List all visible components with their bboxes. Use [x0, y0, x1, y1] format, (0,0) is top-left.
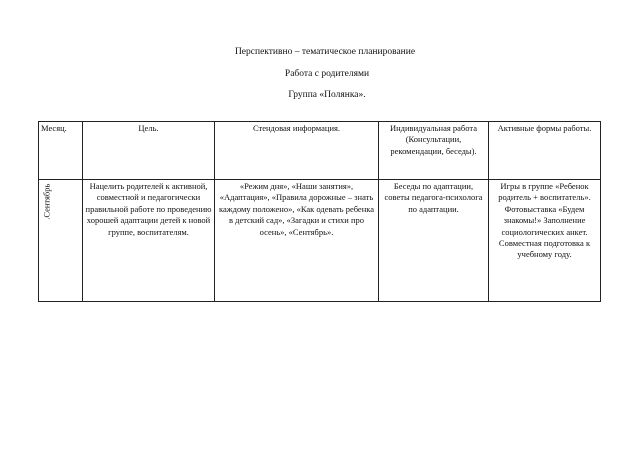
planning-table — [38, 121, 601, 302]
group-name: Группа «Полянка». — [288, 90, 366, 100]
stand-info-cell: «Режим дня», «Наши занятия», «Адаптация», «Правила дорожные – знать каждому положено», «Как одевать ребенка в детский сад», «Загадки и стихи про осень», «Сентябрь». — [215, 180, 379, 302]
month-cell — [39, 180, 83, 302]
table-row — [39, 180, 601, 302]
table-header-row — [39, 122, 601, 180]
month-label: .Сентябрь — [41, 183, 52, 221]
document-title: Перспективно – тематическое планирование — [234, 47, 416, 57]
header-month: Месяц. — [39, 122, 83, 180]
active-forms-cell: Игры в группе «Ребенок родитель + воспитатель». Фотовыставка «Будем знакомы!» Заполнение социологических анкет. Совместная подготовка к учебному году. — [489, 180, 601, 302]
header-goal: Цель. — [83, 122, 215, 180]
header-individual-work: Индивидуальная работа (Консультации, рекомендации, беседы). — [379, 122, 489, 180]
goal-cell: Нацелить родителей к активной, совместной и педагогически правильной работе по проведению хорошей адаптации детей к новой группе, воспитателям. — [83, 180, 215, 302]
document-subtitle: Работа с родителями — [284, 69, 370, 79]
header-active-forms: Активные формы работы. — [489, 122, 601, 180]
header-stand-info: Стендовая информация. — [215, 122, 379, 180]
individual-work-cell: Беседы по адаптации, советы педагога-психолога по адаптации. — [379, 180, 489, 302]
